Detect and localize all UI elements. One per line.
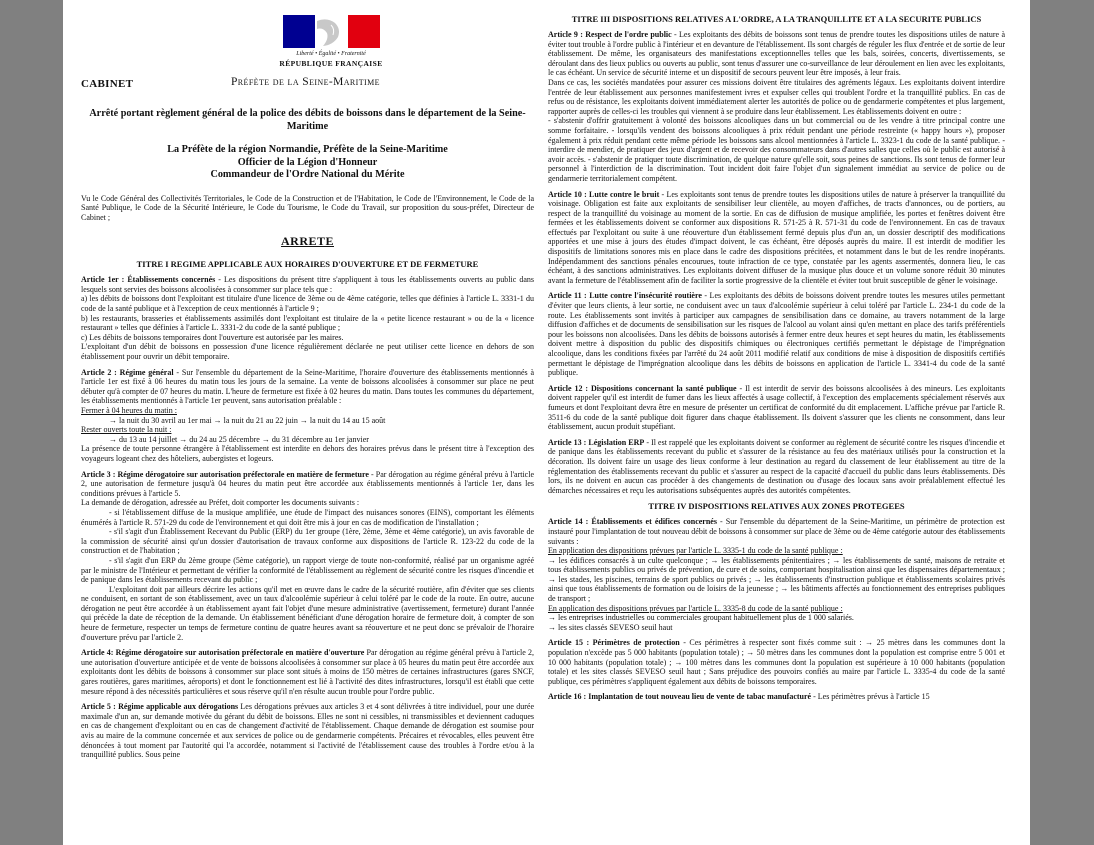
authority-line-1: La Préfète de la région Normandie, Préfète de la Seine-Maritime: [167, 144, 448, 155]
motto: Liberté • Égalité • Fraternité: [296, 51, 366, 57]
vu-paragraph: Vu le Code Général des Collectivités Territoriales, le Code de la Construction et de l'Habitation, le Code de l'Environnement, le Code de la Santé Publique, le Code de la Sécurité Intérieure, le Code du Tourisme, le Code du Travail, sur proposition du sous-préfet, Directeur de Cabinet ;: [81, 193, 534, 222]
article-12: Article 12 : Dispositions concernant la santé publique - Il est interdit de servir des boissons alcoolisées à des mineurs. Les exploitants doivent rappeler qu'il est interdit de fumer dans les lieux affectés à usage collectif, à l'exception des emplacements spécialement réservés aux fumeurs et dont l'exploitant devra être en mesure de présenter un certificat de conformité du dit emplacement. L'affiche prévue par l'article R. 3511-6 du code de la santé publique doit figurer dans chaque établissement. Ils doivent s'assurer que les clients ne consomment, dans leur établissement, aucun produit stupéfiant.: [548, 383, 1005, 432]
article-1: Article 1er : Établissements concernés - Les dispositions du présent titre s'appliquent à tous les établissements ouverts au public dans lesquels sont servies des boissons alcoolisées à consommer sur place tels que : a) les débits de boissons dont l'exploitant est titulaire d'une licence de 3ème ou de 4ème catégorie, telles que définies à l'article L. 3331-1 du code de la santé publique et à l'exception de ceux mentionnés à l'article 9 ; b) les restaurants, brasseries et établissements assimilés dont l'exploitant est titulaire de la « petite licence restaurant » ou de la « licence restaurant » telles que définies à l'article L. 3331-2 du code de la santé publique ; c) Les débits de boissons temporaires dont l'ouverture est autorisée par les maires. L'exploitant d'un débit de boissons en possession d'une licence régulièrement déclarée ne peut utiliser cette licence en dehors de son établissement pour ouvrir un débit temporaire.: [81, 275, 534, 362]
left-flow: [81, 108, 534, 766]
article-11: Article 11 : Lutte contre l'insécurité routière - Les exploitants des débits de boissons doivent prendre toutes les mesures utiles permettant d'éviter que leurs clients, à leur sortie, ne conduisent avec un taux d'alcoolémie supérieur à celui toléré par l'article L. 234-1 du code de la route. Les établissements sont invités à participer aux campagnes de sensibilisation dans ce domaine, au travers notamment de la large diffusion d'affiches et de documents de sensibilisation sur les risques de l'alcool au volant ainsi qu'en mettant en place des tarifs préférentiels pour les boissons non alcoolisées. Dans les débits de boissons autorisés à fermer entre deux heures et sept heures du matin, les établissements doivent mettre à disposition du public des dispositifs chimiques ou électroniques certifiés permettant le dépistage de l'imprégnation alcoolique, dans les conditions fixées par l'arrêté du 24 août 2011 modifié relatif aux conditions de mise à disposition de dispositifs certifiés permettant le dépistage de l'imprégnation alcoolique dans les débits de boissons en application de l'article L. 3341-4 du code de la santé publique.: [548, 291, 1005, 378]
article-13: Article 13 : Législation ERP - Il est rappelé que les exploitants doivent se conformer au règlement de sécurité contre les risques d'incendie et de panique dans les établissements recevant du public et s'assurer de la résistance au feu des matériaux utilisés pour la construction et la décoration. Ils doivent faire un usage des lieux conforme à leur destination au regard du classement de leur établissement au titre de la réglementation des établissements recevant du public et s'assurer au respect de la capacité d'accueil du public dans leurs établissements. Dès lors, ils ne doivent en aucun cas procéder à des changements de destination ou d'usage des locaux sans avoir préalablement effectué les démarches nécessaires et reçu les autorisations subséquentes auprès des autorités compétentes.: [548, 437, 1005, 495]
republique-label: RÉPUBLIQUE FRANÇAISE: [279, 59, 383, 68]
article-3: Article 3 : Régime dérogatoire sur autorisation préfectorale en matière de fermeture - Par dérogation au régime général prévu à l'article 2, une autorisation de fermeture jusqu'à 04 heures du matin peut être accordée aux établissements mentionnés à l'article 1er, dans les conditions prévues à l'article 5. La demande de dérogation, adressée au Préfet, doit comporter les documents suivants : - si l'établissement diffuse de la musique amplifiée, une étude de l'impact des nuisances sonores (EINS), comportant les éléments énumérés à l'article R. 571-29 du code de l'environnement et qui doit être mis à jour en cas de modification de l'installation ; - s'il s'agit d'un Établissement Recevant du Public (ERP) du 1er groupe (1ère, 2ème, 3ème et 4ème catégorie), un avis favorable de la commission de sécurité ainsi qu'un dossier d'autorisation de travaux conforme aux dispositions de l'article R. 123-22 du code de la construction et de l'habitation ; - s'il s'agit d'un ERP du 2ème groupe (5ème catégorie), un rapport vierge de toute non-conformité, réalisé par un organisme agréé par le ministre de l'Intérieur et permettant de vérifier la conformité de l'établissement au règlement de sécurité contre les risques d'incendie et de panique dans les établissements recevant du public ; L'exploitant doit par ailleurs décrire les actions qu'il met en œuvre dans le cadre de la sécurité routière, afin d'éviter que ses clients ne conduisent, en sortant de son établissement, avec un taux d'alcoolémie supérieur à celui toléré par le code de la route. En outre, aucune dérogation ne peut être accordée à un établissement ayant fait l'objet d'une mesure administrative (avertissement, fermeture) durant l'année qui précède la date de réception de la demande. Un établissement bénéficiant d'une dérogation horaire de fermeture doit, à compter de son heure de fermeture, respecter un temps de fermeture continu de quatre heures avant sa réouverture et ne peut donc se prévaloir de l'horaire d'ouverture prévu par l'article 2.: [81, 469, 534, 642]
titre-3-heading: TITRE III DISPOSITIONS RELATIVES A L'ORDRE, A LA TRANQUILLITE ET A LA SECURITE PUBLICS: [571, 14, 982, 24]
marianne-logo: [283, 15, 380, 48]
article-10: Article 10 : Lutte contre le bruit - Les exploitants sont tenus de prendre toutes les dispositions utiles de nature à préserver la tranquillité du voisinage. Obligation est faite aux exploitants de sensibiliser leur clientèle, au moyen d'affiches, de tracts d'annonces, ou de portiers, au respect de la tranquillité du voisinage au moment de la sortie. En cas de diffusion de musique amplifiée, les portes et fenêtres doivent être fermées et les établissements doivent se conformer aux dispositions R. 571-25 à R. 571-31 du code de l'environnement. En cas de travaux effectués par l'exploitant ou suite à une réouverture d'un établissement fermé depuis plus d'un an, un dossier descriptif des modifications apportées et une mise à jours des études d'impact doivent, le cas échéant, être déposés auprès du maire. Il est interdit de modifier les dispositifs de limitations sonores mis en place dans le cadre des dispositions précitées, et notamment dans le but de les rendre inopérants. Indépendamment des sanctions pénales encourues, toute infraction de ce type, constatée par les agents assermentés, donnera lieu, le cas échéant, à des sanctions administratives. Les exploitants doivent diffuser de la musique plus douce et un volume sonore réduit 30 minutes avant la fermeture de l'établissement afin de faciliter la sortie progressive de la clientèle et éviter tout bruit susceptible de gêner le voisinage.: [548, 189, 1005, 285]
left-column: [81, 0, 534, 845]
arrete-heading: ARRETE: [280, 234, 334, 249]
article-4: Article 4: Régime dérogatoire sur autorisation préfectorale en matière d'ouverture Par dérogation au régime général prévu à l'article 2, une autorisation d'ouverture anticipée et de vente de boissons alcoolisées à consommer sur place à 05 heures du matin peut être accordée aux exploitants dont les débits de boissons à consommer sur place sont situés à moins de 150 mètres de certaines infrastructures (gares SNCF, gares routières, gares maritimes, aéroports) et dont le fonctionnement est lié à l'activité des dites infrastructures, lorsqu'il est établi que cette mesure répond à des nécessités particulières et sous réserve qu'il n'en résulte aucun trouble pour l'ordre public.: [81, 648, 534, 696]
document-title: Arrêté portant règlement général de la police des débits de boissons dans le département de la Seine-Maritime: [89, 108, 526, 132]
authority-line-2: Officier de la Légion d'Honneur: [237, 156, 378, 168]
document-page: [63, 0, 1030, 845]
titre-4-heading: TITRE IV DISPOSITIONS RELATIVES AUX ZONES PROTEGEES: [648, 501, 905, 512]
article-9: Article 9 : Respect de l'ordre public - Les exploitants des débits de boissons sont tenus de prendre toutes les dispositions utiles de nature à éviter tout trouble à l'ordre public à l'intérieur et en devanture de l'établissement. Ils sont chargés de réguler les flux d'entrée et de sortie de leur établissement. De même, les organisateurs des manifestations exceptionnelles telles que les bals, soirées, concerts, divertissements, se déroulant dans des lieux publics ou ouverts au public, sont tenus d'assurer une co-surveillance de leur déroulement en lien avec les exploitants, le cas échéant. Un service de sécurité interne et un dispositif de secours peuvent leur être imposés, à leur frais. Dans ce cas, les sociétés mandatées pour assurer ces missions doivent être titulaires des agréments légaux. Les exploitants doivent interdire l'entrée de leur établissement aux personnes manifestement ivres et expulser celles qui troublent l'ordre et la tranquillité publics. En cas de refus ou de résistance, les exploitants doivent immédiatement alerter les autorités de police ou de gendarmerie compétentes et plus largement, rapporter auprès de celles-ci les troubles qui viennent à se produire dans leur établissement. Les établissements doivent en outre : - s'abstenir d'offrir gratuitement à volonté des boissons alcooliques dans un but commercial ou de les vendre à titre principal contre une somme forfaitaire. - lorsqu'ils vendent des boissons alcooliques à prix réduit pendant une période restreinte (« happy hours »), proposer également à prix réduit pendant cette même période les boissons sans alcool mentionnées à l'article L. 3323-1 du code de la santé publique. - interdire de mendier, de pratiquer des jeux d'argent et de recevoir des consommateurs dans d'autres salles que celles où le public est autorisé à avoir accès. - s'abstenir de pratiquer toute discrimination, de quelque nature qu'elle soit, sous peines de sanctions. Ils sont tenus de former leur personnel à l'interdiction de la discrimination. Tout incident doit faire l'objet d'un signalement immédiat au service de police ou de gendarmerie territorialement compétent.: [548, 30, 1005, 183]
article-2: Article 2 : Régime général - Sur l'ensemble du département de la Seine-Maritime, l'horaire d'ouverture des établissements mentionnés à l'article 1er est fixé à 06 heures du matin tous les jours de la semaine. La vente de boissons alcoolisées à consommer sur place ne peut débuter qu'à compter de 07 heures du matin. L'heure de fermeture est fixée à 02 heures du matin. Dans toutes les communes du département, les établissements mentionnés à l'article 1er peuvent, sans autorisation préalable : Fermer à 04 heures du matin : → la nuit du 30 avril au 1er mai → la nuit du 21 au 22 juin → la nuit du 14 au 15 août Rester ouverts toute la nuit : → du 13 au 14 juillet → du 24 au 25 décembre → du 31 décembre au 1er janvier La présence de toute personne étrangère à l'établissement est interdite en dehors des horaires prévus dans le présent titre à l'exception des voyageurs logeant chez des hôteliers, aubergistes et logeurs.: [81, 367, 534, 463]
titre-1-heading: TITRE I REGIME APPLICABLE AUX HORAIRES D'OUVERTURE ET DE FERMETURE: [136, 259, 479, 270]
right-column: [548, 12, 1005, 845]
article-5: Article 5 : Régime applicable aux dérogations Les dérogations prévues aux articles 3 et 4 sont délivrées à titre individuel, pour une durée maximale d'un an, sur demande motivée du gérant du débit de boissons. Elles ne sont ni cessibles, ni transmissibles et deviennent caduques en cas de changement d'exploitant ou en cas de changement d'activité de l'établissement. Chaque demande de dérogation est soumise pour avis au maire de la commune concernée et aux services de police ou de gendarmerie compétents. Précaires et révocables, elles peuvent être dénoncées à tout moment par l'autorité qui l'a accordée, notamment si l'activité de l'établissement cause des troubles à l'ordre et/ou à la tranquillité publics. Sous peine: [81, 702, 534, 760]
prefete-label: Préfète de la Seine-Maritime: [231, 76, 380, 88]
article-15: Article 15 : Périmètres de protection - Ces périmètres à respecter sont fixés comme suit : → 25 mètres dans les communes dont la population n'excède pas 5 000 habitants (population totale) ; → 50 mètres dans les communes dont la population est comprise entre 5 001 et 10 000 habitants (population totale) ; → 100 mètres dans les communes dont la population est supérieure à 10 000 habitants (population totale) et les sites classés SEVESO seuil haut ; Sans préjudice des pouvoirs confiés au maire par l'article L. 3335-4 du code de la santé publique, ces périmètres s'appliquent également aux débits de boissons temporaires.: [548, 638, 1005, 686]
article-16: Article 16 : Implantation de tout nouveau lieu de vente de tabac manufacturé - Les périmètres prévus à l'article 15: [548, 692, 930, 702]
authority-line-3: Commandeur de l'Ordre National du Mérite: [210, 169, 405, 180]
cabinet-label: CABINET: [81, 78, 134, 90]
article-14: Article 14 : Établissements et édifices concernés - Sur l'ensemble du département de la Seine-Maritime, un périmètre de protection est instauré pour l'implantation de tout nouveau débit de boissons à consommer sur place de 3ème ou de 4ème catégorie autour des établissements suivants : En application des dispositions prévues par l'article L. 3335-1 du code de la santé publique : → les édifices consacrés à un culte quelconque ; → les établissements pénitentiaires ; → les établissements de santé, maisons de retraite et tous établissements publics ou privés de prévention, de cure et de soins, comportant hospitalisation ainsi que les dispensaires départementaux ; → les stades, les piscines, terrains de sport publics ou privés ; → les établissements d'instruction publique et établissements scolaires privés ainsi que tous établissements de formation ou de loisirs de la jeunesse ; → les bâtiments affectés au fonctionnement des entreprises publiques de transport ; En application des dispositions prévues par l'article L. 3335-8 du code de la santé publique : → les entreprises industrielles ou commerciales groupant habituellement plus de 1 000 salariés. → les sites classés SEVESO seuil haut: [548, 517, 1005, 632]
